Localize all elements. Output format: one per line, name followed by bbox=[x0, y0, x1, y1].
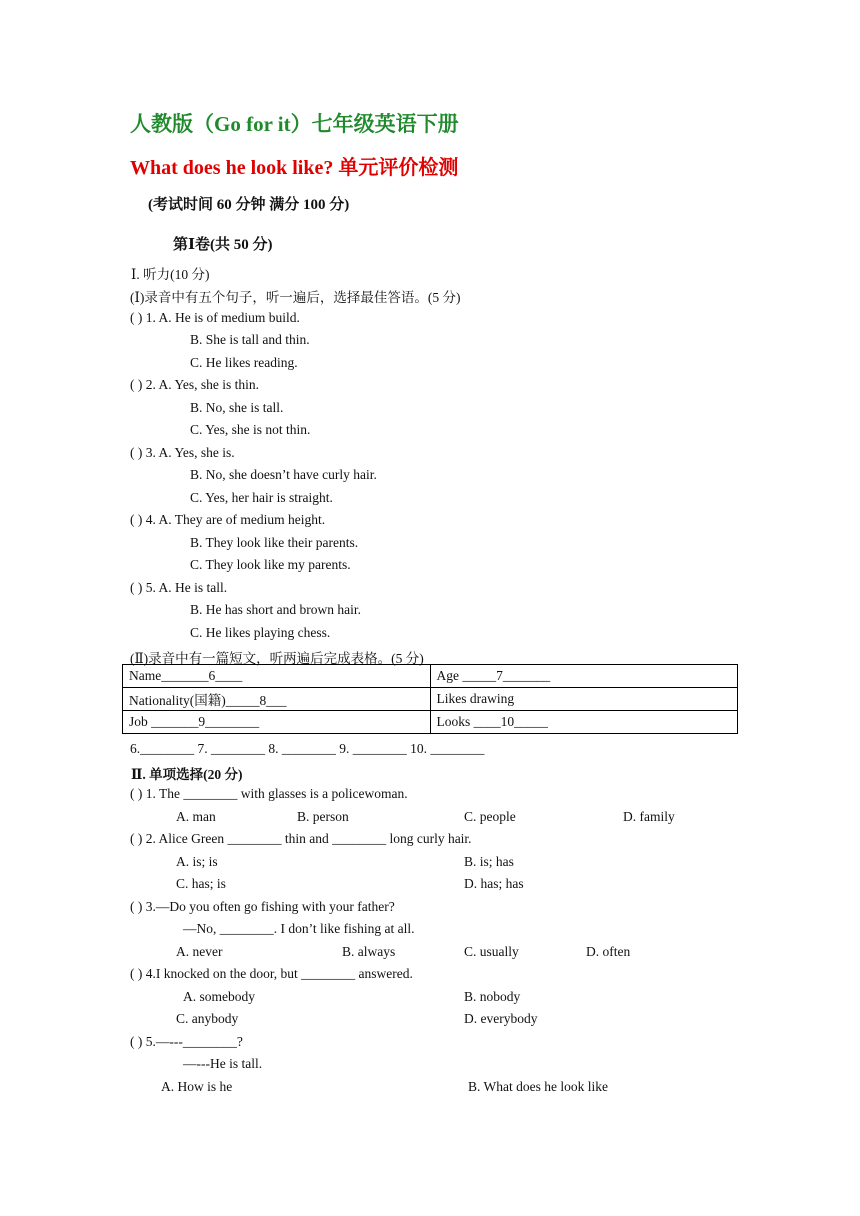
table-row bbox=[123, 665, 738, 688]
document-title: 人教版（Go for it）七年级英语下册 bbox=[130, 112, 459, 136]
listening-q4-option-b: B. They look like their parents. bbox=[190, 535, 359, 550]
choice-heading: Ⅱ. 单项选择(20 分) bbox=[131, 767, 243, 782]
choice-q4-option-c: C. anybody bbox=[176, 1011, 239, 1026]
choice-q2-stem: ( ) 2. Alice Green ________ thin and ________ long curly hair. bbox=[130, 831, 472, 846]
choice-q4-option-a: A. somebody bbox=[183, 989, 255, 1004]
unit-subtitle: What does he look like? 单元评价检测 bbox=[130, 157, 459, 179]
choice-q3-option-a: A. never bbox=[176, 944, 223, 959]
info-table bbox=[122, 664, 738, 734]
listening-q3-stem: ( ) 3. A. Yes, she is. bbox=[130, 445, 235, 460]
choice-q5-option-b: B. What does he look like bbox=[468, 1079, 608, 1094]
table-cell-job: Job _______9________ bbox=[123, 711, 431, 734]
choice-q4-option-b: B. nobody bbox=[464, 989, 521, 1004]
choice-q2-option-a: A. is; is bbox=[176, 854, 218, 869]
listening-q5-option-b: B. He has short and brown hair. bbox=[190, 602, 361, 617]
choice-q1-option-c: C. people bbox=[464, 809, 516, 824]
choice-q3-stem: ( ) 3.—Do you often go fishing with your father? bbox=[130, 899, 395, 914]
table-cell-nationality: Nationality(国籍)_____8___ bbox=[123, 688, 431, 711]
choice-q3-option-d: D. often bbox=[586, 944, 631, 959]
listening-q3-option-b: B. No, she doesn’t have curly hair. bbox=[190, 467, 377, 482]
listening-heading: Ⅰ. 听力(10 分) bbox=[131, 267, 210, 282]
choice-q1-stem: ( ) 1. The ________ with glasses is a policewoman. bbox=[130, 786, 408, 801]
listening-q2-stem: ( ) 2. A. Yes, she is thin. bbox=[130, 377, 260, 392]
listening-q4-option-c: C. They look like my parents. bbox=[190, 557, 351, 572]
choice-q2-option-b: B. is; has bbox=[464, 854, 514, 869]
listening-q2-option-b: B. No, she is tall. bbox=[190, 400, 284, 415]
choice-q4-stem: ( ) 4.I knocked on the door, but ________ answered. bbox=[130, 966, 413, 981]
table-cell-likes: Likes drawing bbox=[430, 688, 738, 711]
volume-heading: 第Ⅰ卷(共 50 分) bbox=[173, 237, 273, 253]
choice-q1-option-a: A. man bbox=[176, 809, 216, 824]
choice-q3-line2: —No, ________. I don’t like fishing at all. bbox=[183, 921, 415, 936]
choice-q2-option-c: C. has; is bbox=[176, 876, 226, 891]
table-cell-looks: Looks ____10_____ bbox=[430, 711, 738, 734]
choice-q3-option-b: B. always bbox=[342, 944, 396, 959]
listening-q5-stem: ( ) 5. A. He is tall. bbox=[130, 580, 228, 595]
choice-q5-option-a: A. How is he bbox=[161, 1079, 233, 1094]
listening-q1-option-c: C. He likes reading. bbox=[190, 355, 298, 370]
listening-q3-option-c: C. Yes, her hair is straight. bbox=[190, 490, 333, 505]
choice-q2-option-d: D. has; has bbox=[464, 876, 524, 891]
listening-part2-instruction: (Ⅱ)录音中有一篇短文，听两遍后完成表格。(5 分) bbox=[130, 651, 424, 666]
choice-q1-option-b: B. person bbox=[297, 809, 349, 824]
listening-q1-option-b: B. She is tall and thin. bbox=[190, 332, 310, 347]
listening-q5-option-c: C. He likes playing chess. bbox=[190, 625, 331, 640]
table-row bbox=[123, 711, 738, 734]
choice-q4-option-d: D. everybody bbox=[464, 1011, 538, 1026]
listening-q1-stem: ( ) 1. A. He is of medium build. bbox=[130, 310, 300, 325]
choice-q5-stem: ( ) 5.—---________? bbox=[130, 1034, 243, 1049]
table-cell-name: Name_______6____ bbox=[123, 665, 431, 688]
table-row bbox=[123, 688, 738, 711]
table-cell-age: Age _____7_______ bbox=[430, 665, 738, 688]
choice-q3-option-c: C. usually bbox=[464, 944, 519, 959]
exam-info: (考试时间 60 分钟 满分 100 分) bbox=[148, 197, 350, 213]
choice-q5-line2: —---He is tall. bbox=[183, 1056, 263, 1071]
choice-q1-option-d: D. family bbox=[623, 809, 675, 824]
listening-q2-option-c: C. Yes, she is not thin. bbox=[190, 422, 311, 437]
answer-line: 6.________ 7. ________ 8. ________ 9. ________ 10. ________ bbox=[130, 741, 485, 756]
listening-q4-stem: ( ) 4. A. They are of medium height. bbox=[130, 512, 326, 527]
listening-part1-instruction: (Ⅰ)录音中有五个句子，听一遍后，选择最佳答语。(5 分) bbox=[130, 290, 461, 305]
